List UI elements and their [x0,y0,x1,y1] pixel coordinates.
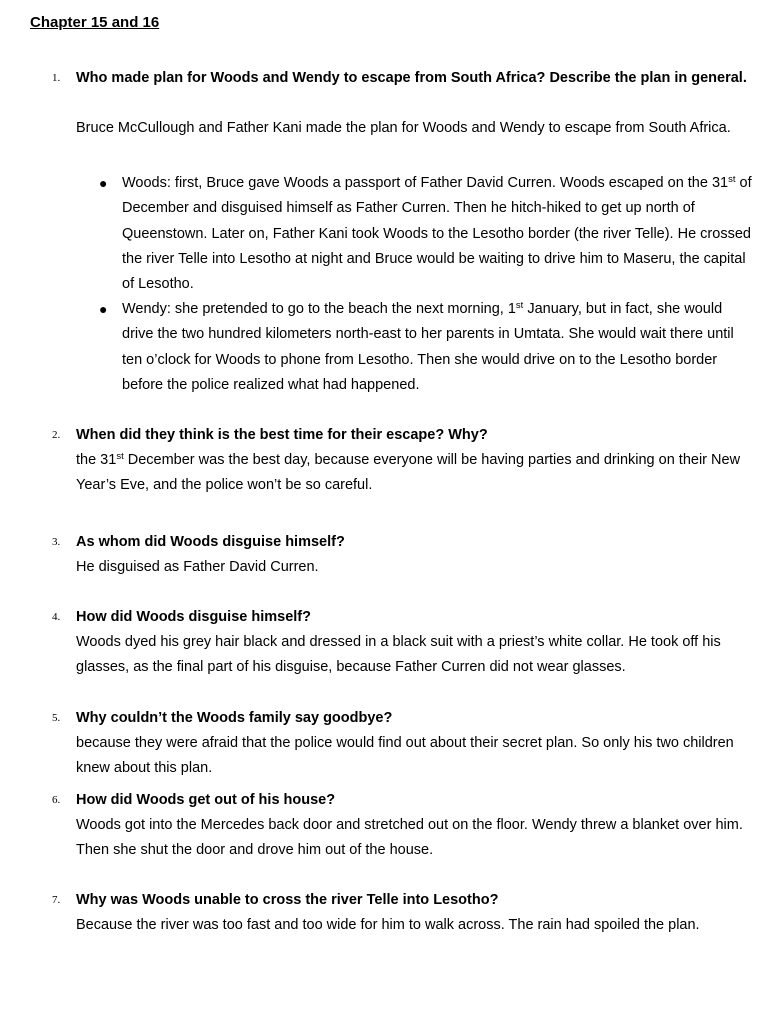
answer-text: Bruce McCullough and Father Kani made the plan for Woods and Wendy to escape from South Africa. [76,120,731,136]
question-number: 3. [52,536,61,548]
answer-text: Woods dyed his grey hair black and dressed in a black suit with a priest’s white collar. He took off his glasses, as the final part of his disguise, because Father Curren did not wear glasses. [76,634,721,676]
question-text: Who made plan for Woods and Wendy to escape from South Africa? Describe the plan in general. [76,70,747,86]
bullet-item-wendy: Wendy: she pretended to go to the beach the next morning, 1st January, but in fact, she would drive the two hundred kilometers north-east to her parents in Umtata. She would wait there until ten o’clock for Woods to phone from Lesotho. Then she would drive on to the Lesotho border before the police realized what had happened. [122,299,734,393]
question-text: When did they think is the best time for their escape? Why? [76,427,488,443]
answer-text: because they were afraid that the police would find out about their secret plan. So only his two children knew about this plan. [76,735,734,777]
question-number: 2. [52,429,61,441]
question-number: 1. [52,72,61,84]
answer-text: Woods got into the Mercedes back door and stretched out on the floor. Wendy threw a blanket over him. Then she shut the door and drove him out of the house. [76,817,743,859]
page-title: Chapter 15 and 16 [30,14,160,31]
answer-text: He disguised as Father David Curren. [76,559,319,575]
question-text: Why couldn’t the Woods family say goodbye? [76,710,393,726]
question-text: Why was Woods unable to cross the river Telle into Lesotho? [76,892,499,908]
question-number: 4. [52,611,61,623]
question-text: How did Woods get out of his house? [76,792,336,808]
question-text: As whom did Woods disguise himself? [76,534,345,550]
question-number: 5. [52,712,61,724]
bullet-dot-icon: ● [99,175,108,191]
question-text: How did Woods disguise himself? [76,609,311,625]
question-number: 7. [52,894,61,906]
answer-text: Because the river was too fast and too wide for him to walk across. The rain had spoiled the plan. [76,917,700,933]
question-number: 6. [52,794,61,806]
answer-text: the 31st December was the best day, because everyone will be having parties and drinking on their New Year’s Eve, and the police won’t be so careful. [76,450,741,494]
bullet-dot-icon: ● [99,301,108,317]
bullet-item-woods: Woods: first, Bruce gave Woods a passport of Father David Curren. Woods escaped on the 31st of December and disguised himself as Father Curren. Then he hitch-hiked to get up north of Queenstown. Later on, Father Kani took Woods to the Lesotho border (the river Telle). He crossed the river Telle into Lesotho at night and Bruce would be waiting to drive him to Maseru, the capital of Lesotho. [122,173,752,293]
